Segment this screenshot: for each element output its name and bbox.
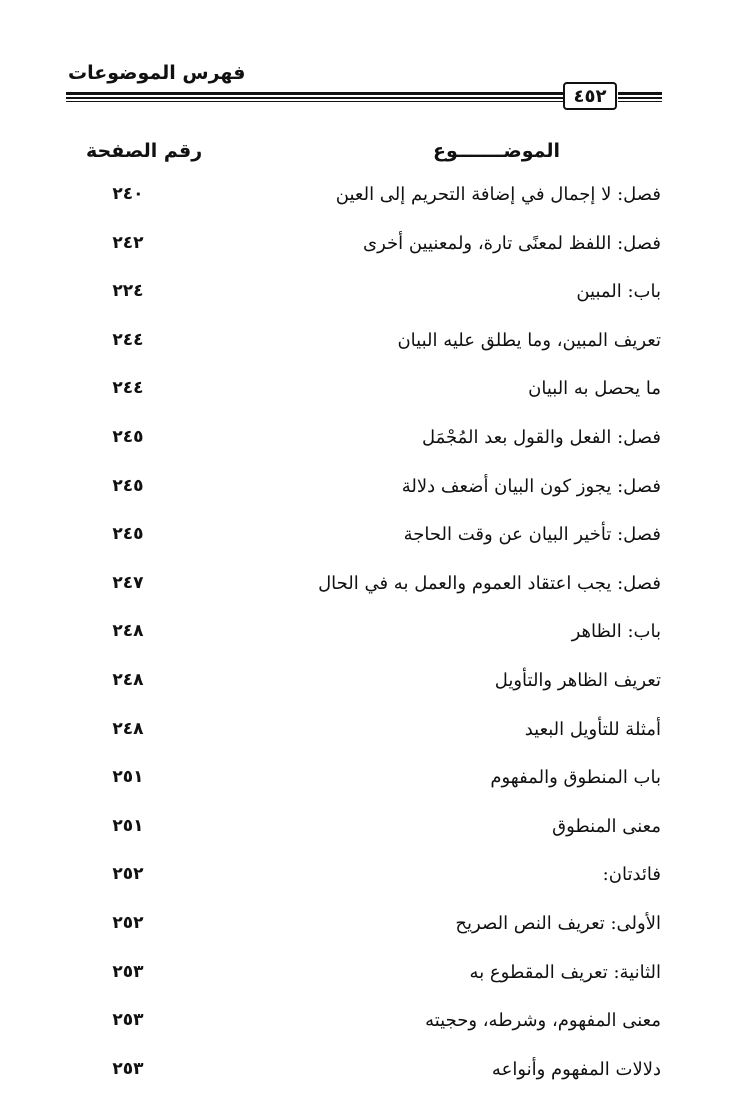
toc-entry-title: فصل: تأخير البيان عن وقت الحاجة	[403, 524, 661, 546]
toc-entry-page: ٢٥١	[112, 815, 144, 836]
running-title: فهرس الموضوعات	[68, 62, 246, 84]
toc-entry-page: ٢٢٤	[112, 281, 144, 302]
toc-entry-page: ٢٤٥	[112, 475, 144, 496]
toc-entry-page: ٢٤٨	[112, 669, 144, 690]
toc-entry-title: فصل: الفعل والقول بعد المُجْمَل	[421, 426, 661, 448]
toc-entry	[0, 419, 745, 468]
column-header-topic: الموضـــــــوع	[432, 140, 560, 162]
toc-entry	[0, 1051, 745, 1100]
toc-entry	[0, 322, 745, 371]
toc-entry	[0, 808, 745, 857]
toc-entry	[0, 662, 745, 711]
header-rule	[618, 101, 662, 102]
toc-entry-title: باب المنطوق والمفهوم	[490, 767, 661, 789]
toc-entry-title: فصل: لا إجمال في إضافة التحريم إلى العين	[335, 184, 661, 205]
toc-entry-title: باب: الظاهر	[571, 621, 661, 643]
toc-entry-page: ٢٥٢	[112, 912, 144, 933]
toc-entry	[0, 613, 745, 662]
toc-entry	[0, 856, 745, 905]
toc-entry	[0, 905, 745, 954]
toc-entry-page: ٢٥١	[112, 767, 144, 788]
toc-entry-page: ٢٥٢	[112, 864, 144, 885]
toc-entry-title: فصل: يجوز كون البيان أضعف دلالة	[401, 475, 661, 497]
toc-entry-title: أمثلة للتأويل البعيد	[524, 718, 661, 740]
toc-entry-page: ٢٥٣	[112, 961, 144, 982]
toc-entry	[0, 1002, 745, 1051]
toc-entry-title: تعريف المبين، وما يطلق عليه البيان	[397, 329, 661, 351]
toc-entry-title: دلالات المفهوم وأنواعه	[491, 1058, 661, 1080]
toc-entry-title: الأولى: تعريف النص الصريح	[455, 912, 661, 934]
toc-entry	[0, 273, 745, 322]
toc-entry-title: باب: المبين	[576, 281, 661, 303]
toc-entry-title: الثانية: تعريف المقطوع به	[469, 961, 661, 983]
toc-entry-page: ٢٤٨	[112, 718, 144, 739]
toc-entry-page: ٢٤٤	[112, 329, 144, 350]
toc-list	[0, 176, 745, 1099]
header-rule	[66, 92, 563, 95]
toc-entry	[0, 468, 745, 517]
toc-entry-page: ٢٤٨	[112, 621, 144, 642]
toc-entry-title: تعريف الظاهر والتأويل	[494, 669, 661, 691]
toc-entry	[0, 370, 745, 419]
toc-entry	[0, 176, 745, 225]
toc-entry-page: ٢٤٢	[112, 232, 144, 253]
toc-entry-title: معنى المنطوق	[552, 815, 661, 837]
toc-entry-page: ٢٤٧	[112, 572, 144, 593]
toc-entry-title: معنى المفهوم، وشرطه، وحجيته	[425, 1010, 661, 1032]
toc-entry	[0, 711, 745, 760]
toc-entry-page: ٢٥٣	[112, 1058, 144, 1079]
toc-entry-title: ما يحصل به البيان	[528, 378, 661, 400]
header-rule	[618, 97, 662, 99]
toc-entry-page: ٢٥٣	[112, 1010, 144, 1031]
toc-entry-page: ٢٤٠	[112, 184, 144, 204]
page-number: ٤٥٢	[563, 82, 617, 110]
toc-entry-page: ٢٤٤	[112, 378, 144, 399]
toc-entry	[0, 516, 745, 565]
toc-entry	[0, 954, 745, 1003]
toc-entry-title: فائدتان:	[602, 864, 661, 886]
page-header	[0, 0, 745, 120]
column-header-page: رقم الصفحة	[86, 140, 203, 162]
toc-entry	[0, 759, 745, 808]
toc-entry-page: ٢٤٥	[112, 426, 144, 447]
toc-entry-page: ٢٤٥	[112, 524, 144, 545]
toc-entry	[0, 565, 745, 614]
header-rule	[66, 101, 563, 102]
toc-entry-title: فصل: اللفظ لمعنًى تارة، ولمعنيين أخرى	[362, 232, 661, 254]
header-rule	[66, 97, 563, 99]
toc-entry	[0, 225, 745, 274]
header-rule	[618, 92, 662, 95]
toc-entry-title: فصل: يجب اعتقاد العموم والعمل به في الحال	[318, 572, 661, 594]
